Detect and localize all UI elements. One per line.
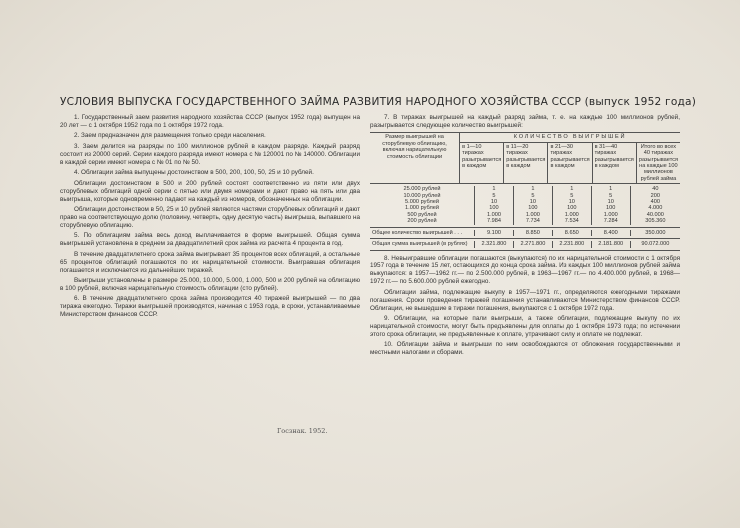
table-header	[370, 133, 680, 184]
table-group-header: КОЛИЧЕСТВО ВЫИГРЫШЕЙ	[460, 133, 680, 142]
winnings-table	[370, 132, 680, 250]
table-cell: 2.271.800	[514, 241, 553, 247]
table-cell: 9.100	[475, 230, 514, 236]
printer-imprint: Госзнак. 1952.	[277, 427, 328, 435]
table-cell: 10	[475, 199, 514, 205]
table-cell: 5	[592, 193, 631, 199]
table-cell: 400	[650, 199, 660, 206]
table-cell: Общая сумма выигрышей (в рублях)	[370, 241, 475, 247]
table-cell: 1	[553, 186, 592, 192]
paragraph: 1. Государственный заем развития народного хозяйства СССР (выпуск 1952 года) выпущен на 20 лет — с 1 октября 1952 года по 1 октября 1972 года.	[60, 114, 360, 129]
table-cell: 5.000 рублей	[370, 199, 475, 205]
table-cell: 100	[475, 205, 514, 211]
table-cell: 90.072.000	[641, 241, 670, 248]
table-cell: 7.284	[592, 218, 631, 224]
table-cell: 100	[592, 205, 631, 211]
table-cell: 40.000	[646, 211, 664, 218]
paragraph: Выигрыши установлены в размере 25.000, 10.000, 5.000, 1.000, 500 и 200 рублей на облигацию в 100 рублей, включая нарицательную стоимость облигации (сто рублей).	[60, 277, 360, 292]
paragraph: 7. В тиражах выигрышей на каждый разряд займа, т. е. на каждые 100 миллионов рублей, разыгрывается следующее количество выигрышей:	[370, 114, 680, 129]
table-header-cell: в 21—30 тиражах разыгрывается в каждом	[548, 143, 592, 183]
paragraph: 6. В течение двадцатилетнего срока займа производится 40 тиражей выигрышей — по два тиража ежегодно. Тиражи выигрышей производятся, начиная с 1953 года, в сроки, устанавливаемые Министерством финансов СССР.	[60, 295, 360, 319]
paragraph: 8. Невыигравшие облигации погашаются (выкупаются) по их нарицательной стоимости с 1 октября 1957 года в течение 15 лет, остающихся до конца срока займа. Из каждых 100 миллионов рублей займа выкупаются: в 1957—1962 гг.— по 2.500.000 рублей, в 1963—1967 гг.— по 4.400.000 рублей, в 1968—1972 гг.— по 5.600.000 рублей ежегодно.	[370, 254, 680, 286]
paragraph: 5. По облигациям займа весь доход выплачивается в форме выигрышей. Общая сумма выигрышей установлена в среднем за двадцатилетний срок займа из расчета 4 процента в год.	[60, 232, 360, 248]
table-cell: 1.000	[553, 212, 592, 218]
table-cell: 2.231.800	[553, 241, 592, 247]
paragraph: 9. Облигации, на которые пали выигрыши, а также облигации, подлежащие выкупу по их нарицательной стоимости, могут быть предъявлены для оплаты до 1 октября 1973 года; по истечении этого срока облигации, не предъявленные к оплате, утрачивают силу и оплате не подлежат.	[370, 315, 680, 338]
table-cell: 1	[592, 186, 631, 192]
table-cell: 5	[475, 193, 514, 199]
table-cell: 5	[553, 193, 592, 199]
table-cell: 10	[592, 199, 631, 205]
paragraph: Облигации займа, подлежащие выкупу в 1957—1971 гг., определяются ежегодными тиражами погашения. Сроки проведения тиражей погашения устанавливаются Министерством финансов СССР. Облигации, не вышедшие в тиражи погашения, выкупаются с 1 октября 1972 года.	[370, 288, 680, 312]
table-cell: 7.984	[475, 218, 514, 224]
table-cell: 350.000	[645, 229, 666, 236]
table-header-cell: в 11—20 тиражах разыгрывается в каждом	[504, 143, 548, 183]
table-row-total-count	[370, 227, 680, 238]
table-cell: Общее количество выигрышей . . .	[370, 230, 475, 236]
table-cell: 2.321.800	[475, 241, 514, 247]
paragraph: 4. Облигации займа выпущены достоинством в 500, 200, 100, 50, 25 и 10 рублей.	[74, 169, 314, 177]
table-cell: 100	[553, 205, 592, 211]
table-header-cell: Итого во всех 40 тиражах разыгрывается на каждые 100 миллионов рублей займа	[638, 143, 679, 182]
table-cell: 10	[553, 199, 592, 205]
table-cell: 100	[514, 205, 553, 211]
table-cell: 7.734	[514, 218, 553, 224]
table-row-total-sum	[370, 238, 680, 249]
table-header-cell: Размер выигрышей на сторублевую облигацию, включая нарицательную стоимость облигации	[370, 133, 460, 183]
table-cell: 8.400	[592, 230, 631, 236]
table-header-cell: в 1—10 тиражах разыгрывается в каждом	[460, 143, 504, 183]
table-cell: 1.000	[514, 212, 553, 218]
table-header-cell: в 31—40 тиражах разыгрывается в каждом	[593, 143, 637, 183]
paragraph: В течение двадцатилетнего срока займа выигрывает 35 процентов всех облигаций, а остальные 65 процентов облигаций погашаются по их нарицательной стоимости. Выигравшая облигация погашается и исключается из дальнейших тиражей.	[60, 250, 360, 274]
table-cell: 1	[475, 186, 514, 192]
table-cell: 500 рублей	[370, 212, 475, 218]
table-row	[370, 218, 680, 226]
table-cell: 7.534	[553, 218, 592, 224]
paragraph: 10. Облигации займа и выигрыши по ним освобождаются от обложения государственными и местными налогами и сборами.	[370, 341, 680, 357]
paragraph: 3. Заем делится на разряды по 100 миллионов рублей в каждом разряде. Каждый разряд состоит из 20000 серий. Серии каждого разряда имеют номера с № 120001 по № 140000. Облигации в каждой серии имеют номера с № 01 по № 50.	[60, 142, 360, 166]
table-cell: 1.000	[475, 212, 514, 218]
table-cell: 40	[652, 186, 659, 193]
table-cell: 10.000 рублей	[370, 193, 475, 199]
table-cell: 1	[514, 186, 553, 192]
table-cell: 200	[650, 192, 660, 199]
paragraph: Облигации достоинством в 500 и 200 рублей состоят соответственно из пяти или двух сторублевых облигаций одной серии с пятью или двумя номерами и дают право на пять или два выигрыша, которые одновременно падают на каждый из номеров, обозначенных на облигации.	[60, 179, 360, 203]
paragraph: Облигации достоинством в 50, 25 и 10 рублей являются частями сторублевых облигаций и дают право на соответствующую долю (половину, четверть, одну десятую часть) выигрыша, выпавшего на сторублевую облигацию.	[60, 206, 360, 229]
right-column	[370, 114, 680, 360]
table-row	[370, 184, 680, 192]
table-cell: 1.000 рублей	[370, 205, 475, 211]
table-cell: 8.850	[514, 230, 553, 236]
table-cell: 25.000 рублей	[370, 186, 475, 192]
left-column	[60, 114, 360, 322]
paragraph: 2. Заем предназначен для размещения только среди населения.	[74, 132, 266, 140]
table-cell: 305.360	[645, 218, 666, 225]
table-cell: 5	[514, 193, 553, 199]
table-cell: 200 рублей	[370, 218, 475, 224]
table-cell: 2.181.800	[592, 241, 631, 247]
page-title: УСЛОВИЯ ВЫПУСКА ГОСУДАРСТВЕННОГО ЗАЙМА РАЗВИТИЯ НАРОДНОГО ХОЗЯЙСТВА СССР (выпуск 1952 года)	[60, 96, 697, 108]
table-cell: 8.650	[553, 230, 592, 236]
table-cell: 4.000	[648, 205, 663, 212]
table-cell: 1.000	[592, 212, 631, 218]
table-cell: 10	[514, 199, 553, 205]
